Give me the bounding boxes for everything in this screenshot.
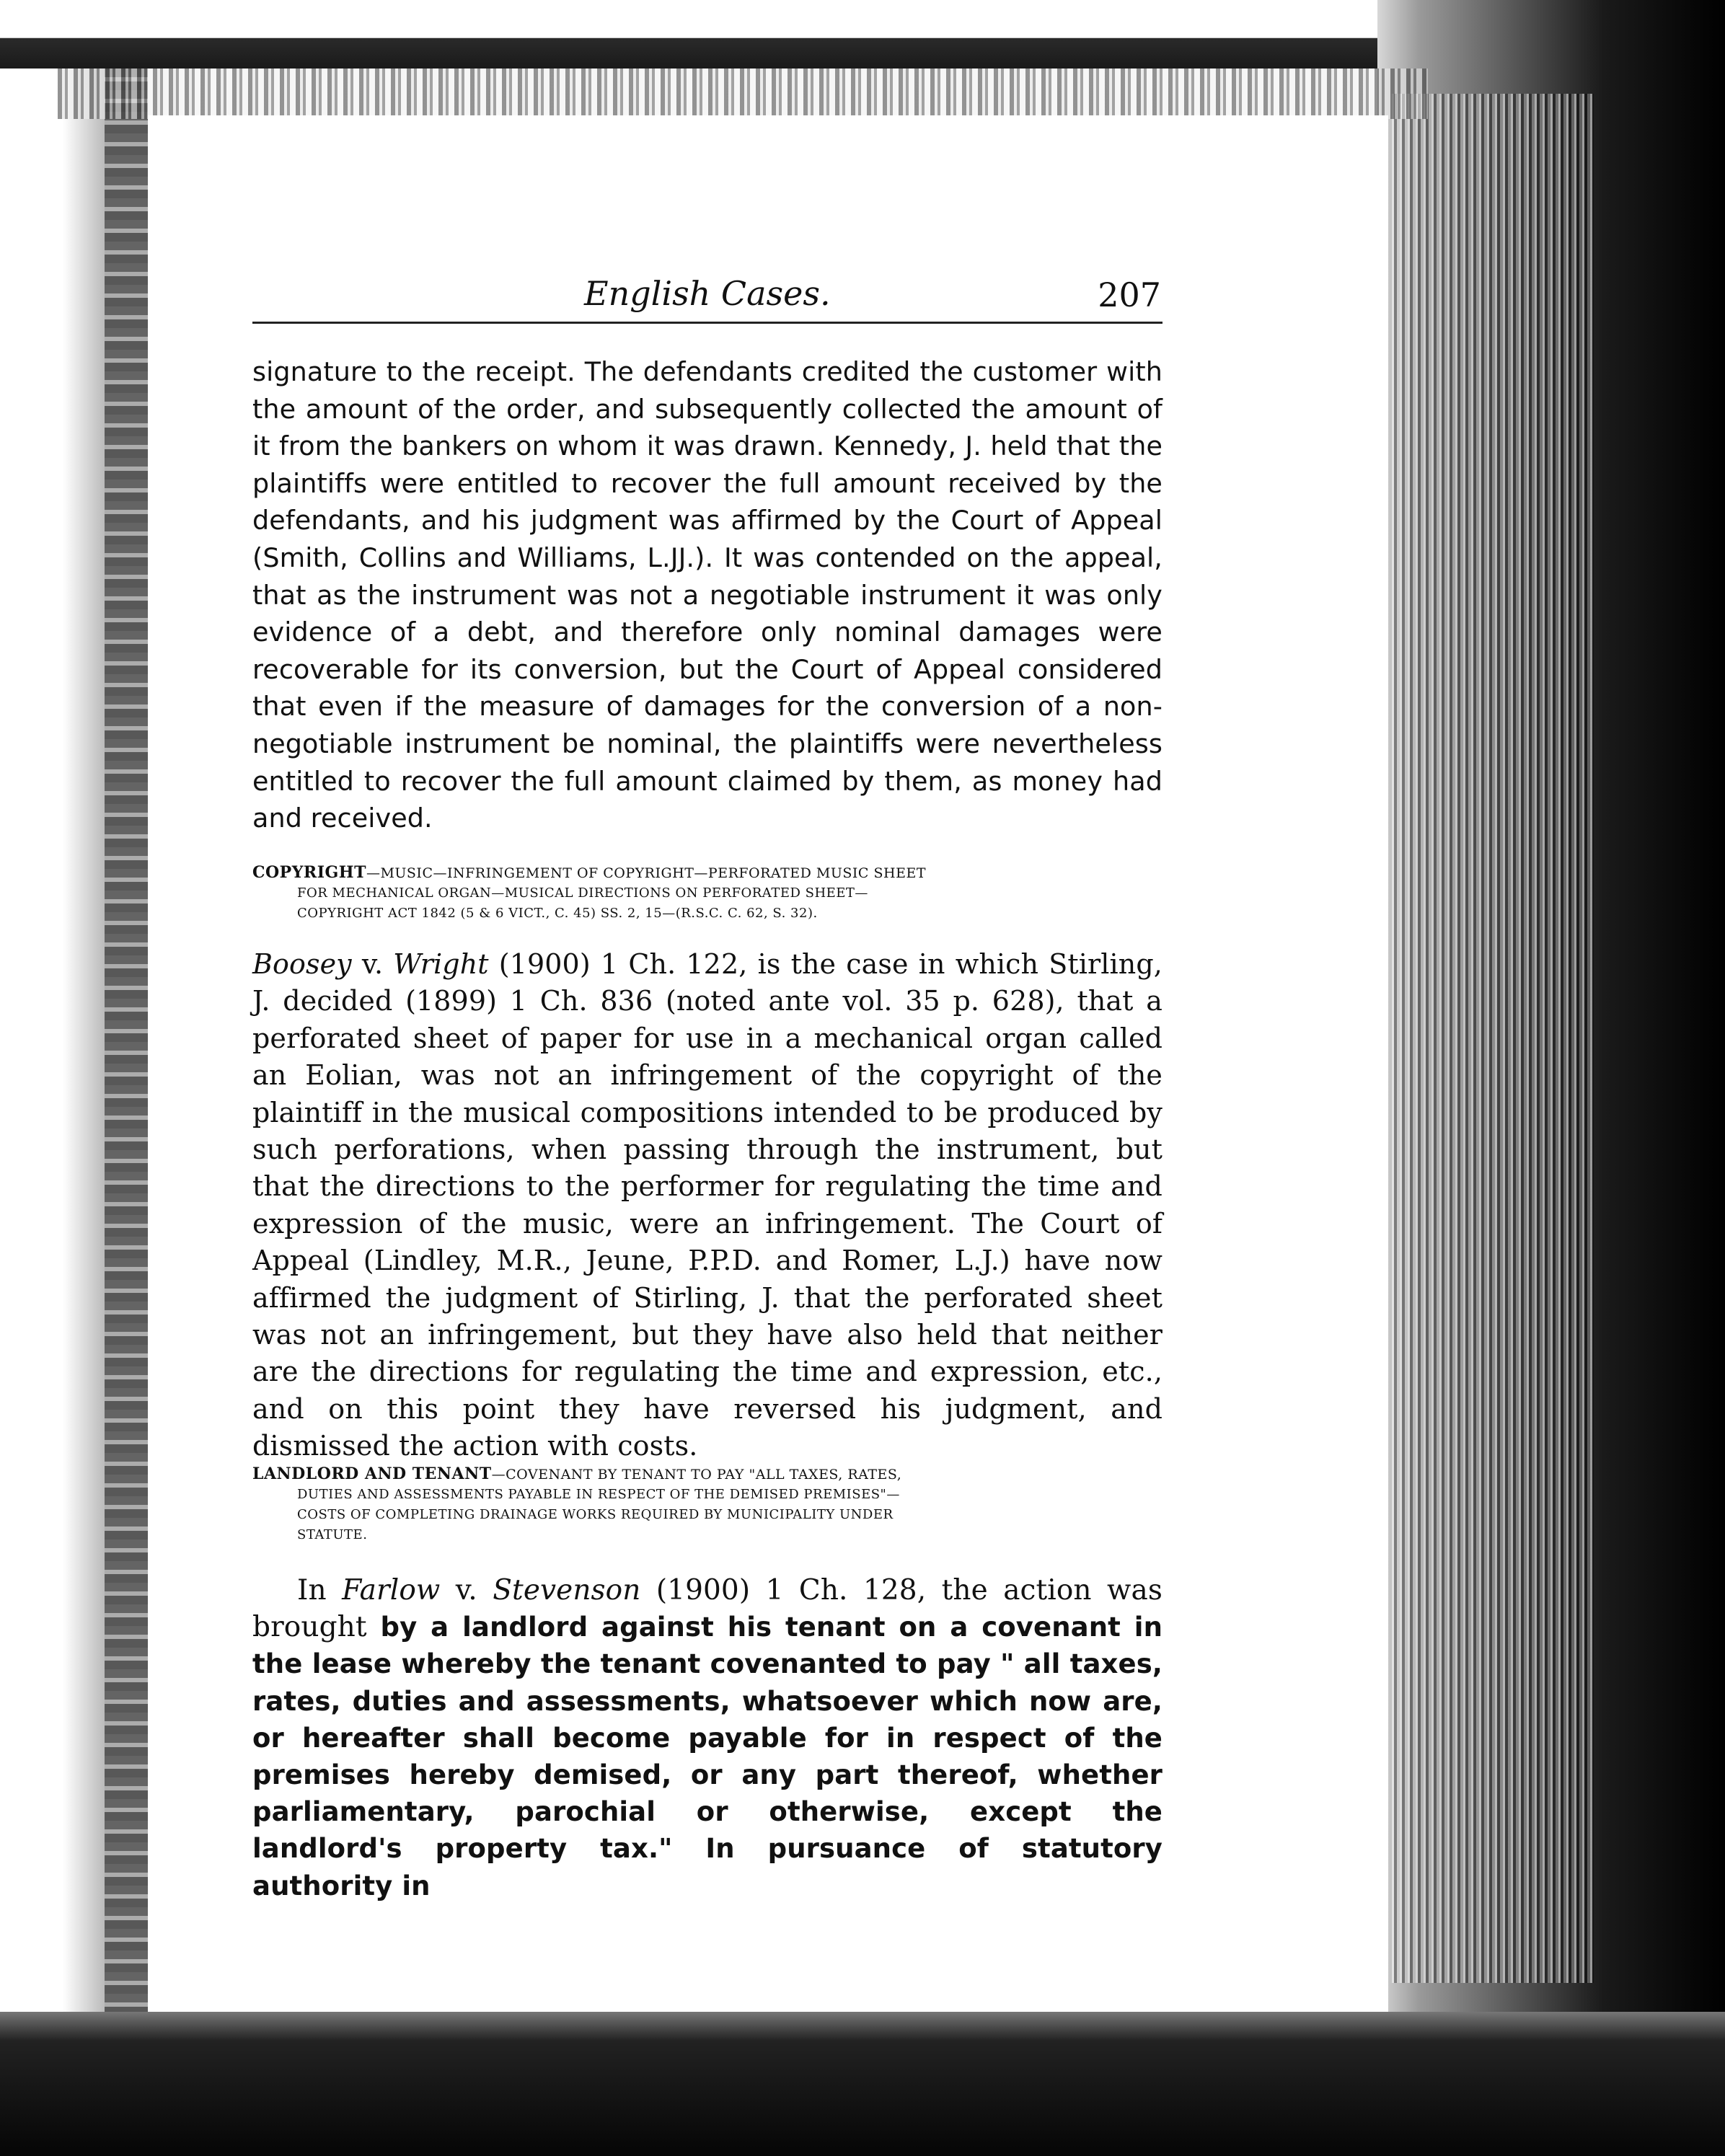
paragraph-1: signature to the receipt. The defendants credited the customer with the amount of the order, and subsequently collected the amount of it from the bankers on whom it was drawn. Kennedy, J. held that the plaintiffs were entitled to recover the full amount received by the defendants, and his judgment was affirmed by the Court of Appeal (Smith, Collins and Williams, L.JJ.). It was contended on the appeal, that as the instrument was not a negotiable instrument it was only evidence of a debt, and therefore only nominal damages were recoverable for its conversion, but the Court of Appeal considered that even if the measure of damages for the conversion of a non-negotiable instrument be nominal, the plaintiffs were nevertheless entitled to recover the full amount claimed by them, as money had and received. (252, 356, 1162, 834)
section-heading-landlord-tenant (252, 1464, 1162, 1545)
page-header (252, 267, 1161, 324)
heading-line-2: FOR MECHANICAL ORGAN—MUSICAL DIRECTIONS ON PERFORATED SHEET— (297, 885, 868, 901)
paragraph-3 (252, 1572, 1162, 1904)
heading-line-1: —MUSIC—INFRINGEMENT OF COPYRIGHT—PERFORATED MUSIC SHEET (366, 865, 926, 881)
paragraph-3-first-rest: (1900) 1 Ch. 128, the action was brought (252, 1574, 1162, 1644)
versus: v. (440, 1574, 493, 1607)
paragraph-3-text: by a landlord against his tenant on a covenant in the lease whereby the tenant covenanted to pay " all taxes, rates, duties and assessments, whatsoever which now are, or hereafter shall become payable for in respect of the premises hereby demised, or any part thereof, whether parliamentary, parochial or otherwise, except the landlord's property tax." In pursuance of statutory authority in (252, 1612, 1163, 1901)
scan-margin-left (0, 69, 105, 2156)
heading-line-3: COPYRIGHT ACT 1842 (5 & 6 VICT., C. 45) SS. 2, 15—(R.S.C. C. 62, S. 32). (297, 906, 818, 921)
paragraph-2 (252, 946, 1162, 1465)
case-name-a: Farlow (342, 1574, 441, 1607)
header-rule (252, 322, 1162, 324)
heading-line-4: STATUTE. (297, 1527, 368, 1542)
page-number: 207 (1098, 275, 1161, 314)
paragraph-2-text: (1900) 1 Ch. 122, is the case in which Stirling, J. decided (1899) 1 Ch. 836 (noted ante vol. 35 p. 628), that a perforated sheet of paper for use in a mechanical organ called an Eolian, was not an infringement of the copyright of the plaintiff in the musical compositions intended to be produced by such perforations, when passing through the instrument, but that the directions to the performer for regulating the time and expression of the music, were an infringement. The Court of Appeal (Lindley, M.R., Jeune, P.P.D. and Romer, L.J.) have now affirmed the judgment of Stirling, J. that the perforated sheet was not an infringement, but they have also held that neither are the directions for regulating the time and expression, etc., and on this point they have reversed his judgment, and dismissed the action with costs. (252, 948, 1162, 1462)
scan-border-bottom (0, 2012, 1725, 2156)
section-heading-copyright (252, 862, 1162, 924)
scan-noise-top (58, 69, 1428, 119)
running-head: English Cases. (584, 274, 831, 313)
case-name-a: Boosey (252, 948, 352, 980)
heading-line-2: DUTIES AND ASSESSMENTS PAYABLE IN RESPECT OF THE DEMISED PREMISES"— (297, 1487, 900, 1502)
heading-line-3: COSTS OF COMPLETING DRAINAGE WORKS REQUIRED BY MUNICIPALITY UNDER (297, 1507, 894, 1522)
heading-lead: LANDLORD AND TENANT (252, 1464, 492, 1483)
case-name-b: Wright (393, 948, 489, 980)
heading-lead: COPYRIGHT (252, 863, 366, 882)
page-edges-texture (1392, 94, 1594, 1983)
scan-border-left (105, 69, 148, 2087)
case-name-b: Stevenson (493, 1574, 641, 1607)
heading-line-1: —COVENANT BY TENANT TO PAY "ALL TAXES, RATES, (491, 1467, 902, 1483)
paragraph-3-intro: In (297, 1574, 343, 1607)
versus: v. (351, 948, 394, 980)
